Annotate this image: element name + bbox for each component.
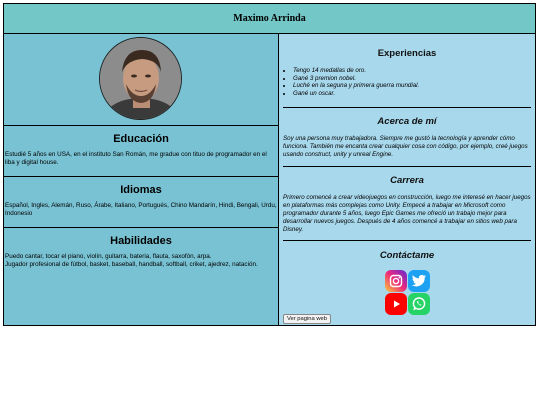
skills-line: Puedo cantar, tocar el piano, violín, guitarra, bateria, flauta, saxofón, arpa. [5, 253, 212, 260]
left-column [4, 34, 279, 325]
contact-title: Contáctame [379, 250, 435, 261]
career-text: Primero comencé a crear videojuegos en construcción, luego me interesé en hacer juegos en plataformas más complejas como Unity. Empecé a trabajar en Microsoft como programador durante 5 años, luego Epic Games me ofreció un trabajo mejor para desarrollar nuevos juegos. Después de 4 años comencé a trabajar en sitios web para Disney. [283, 194, 531, 233]
list-item: • Tengo 14 medallas de oro. [293, 67, 540, 75]
right-column [279, 34, 535, 325]
twitter-icon[interactable] [408, 270, 430, 292]
view-website-button[interactable]: Ver pagina web [283, 314, 331, 324]
photo-section [4, 34, 278, 126]
resume-page [3, 3, 536, 326]
list-item: • Gané un oscar. [293, 90, 540, 98]
divider [283, 166, 531, 167]
profile-photo [100, 38, 182, 120]
list-item: • Gané 3 premion nobel. [293, 75, 540, 83]
page-title: Maximo Arrinda [233, 13, 306, 24]
skills-line: Jugador profesional de fútbol, basket, baseball, handball, softball, criket, ajedrez, natación. [5, 261, 258, 268]
skills-title: Habilidades [110, 235, 172, 247]
avatar [99, 37, 182, 120]
page-header [4, 4, 535, 34]
about-title: Acerca de mí [377, 116, 437, 127]
career-title: Carrera [390, 175, 424, 186]
whatsapp-icon[interactable] [408, 293, 430, 315]
about-text: Soy una persona muy trabajadora. Siempre me gustó la tecnología y aprender cómo funciona. También me encanta crear cualquier cosa con código, por ejemplo, creé juegos usando construct, unity y unreal Engine. [283, 135, 528, 158]
divider [283, 107, 531, 108]
experience-list [279, 67, 540, 97]
list-item: • Luché en la seguna y primera guerra mundial. [293, 82, 540, 90]
education-section [4, 126, 278, 177]
skills-section [4, 228, 278, 325]
youtube-icon[interactable] [385, 293, 407, 315]
instagram-icon[interactable] [385, 270, 407, 292]
education-title: Educación [113, 133, 169, 145]
languages-text: Español, Ingles, Alemán, Ruso, Árabe, Italiano, Portugués, Chino Mandarín, Hindi, Bengali, Urdu, Indonesio [5, 202, 277, 217]
experience-title: Experiencias [377, 48, 437, 59]
languages-section [4, 177, 278, 228]
education-text: Estudié 5 años en USA, en el instituto San Román, me gradue con tituo de programador en el liba y digital house. [5, 151, 267, 166]
languages-title: Idiomas [120, 184, 162, 196]
divider [283, 240, 531, 241]
